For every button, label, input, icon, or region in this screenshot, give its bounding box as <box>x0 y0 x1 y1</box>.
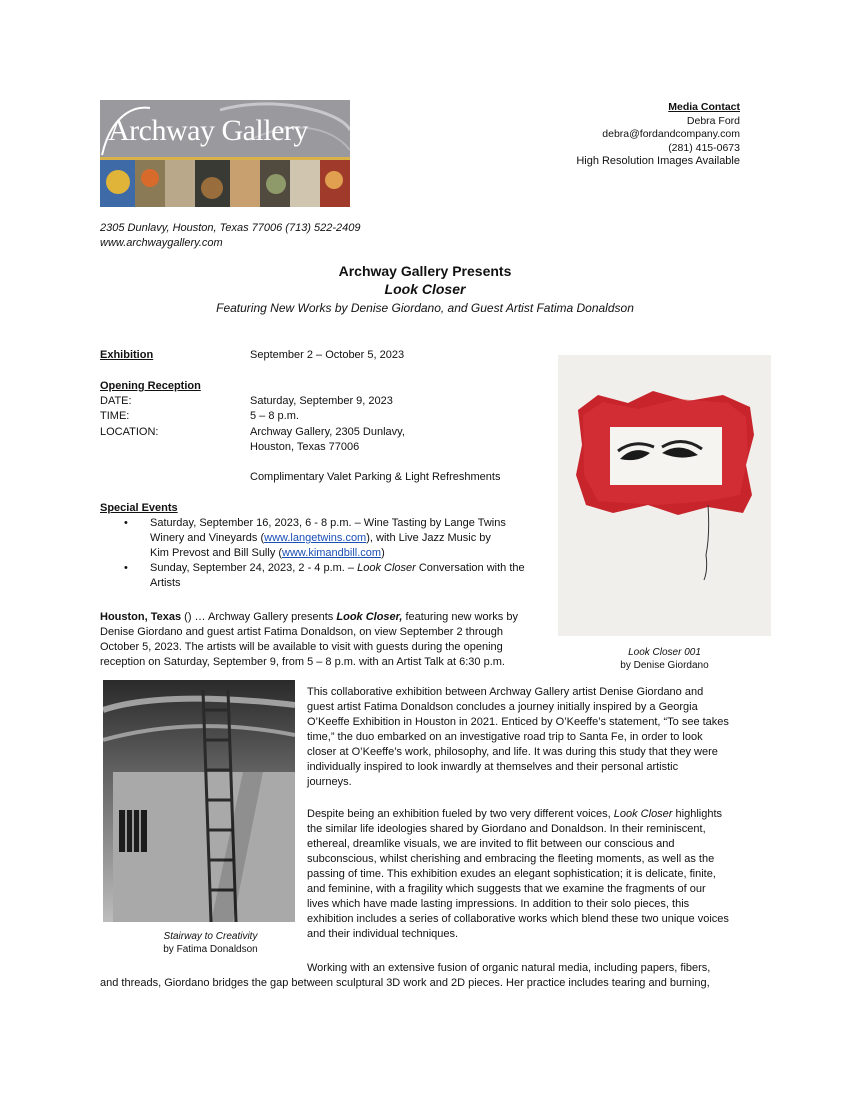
caption-artist: by Fatima Donaldson <box>163 944 258 955</box>
exhibition-title: Look Closer <box>384 281 466 297</box>
artwork-stairway-caption <box>103 930 318 956</box>
intro-line: October 5, 2023. The artists will be available to visit with guests during the opening <box>100 641 503 653</box>
exhibition-label: Exhibition <box>100 349 154 361</box>
collaboration-paragraph <box>307 685 757 790</box>
intro-text: () … Archway Gallery presents <box>181 611 337 623</box>
paragraph-line: lives which have made lasting impressions. In addition to their solo pieces, this <box>307 898 690 910</box>
address-line: 2305 Dunlavy, Houston, Texas 77006 (713) 522-2409 <box>100 222 361 234</box>
paragraph-line: the similar life ideologies shared by Giordano and Donaldson. In their reminiscent, <box>307 823 706 835</box>
paragraph-line: time,” the duo embarked on an investigative road trip to Santa Fe, in order to look <box>307 731 703 743</box>
paragraph-title: Look Closer <box>613 808 673 820</box>
reception-extras: Complimentary Valet Parking & Light Refreshments <box>250 471 501 483</box>
gallery-address <box>100 221 361 251</box>
event-item <box>100 561 560 591</box>
event-2-text: Conversation with the <box>415 562 525 574</box>
artwork-stairway-graphic <box>103 680 295 922</box>
paragraph-line: exhibition includes a series of collaborative works which blend these two unique voices <box>307 913 729 925</box>
caption-title: Stairway to Creativity <box>163 931 258 942</box>
date-label: DATE: <box>100 395 132 407</box>
intro-line: reception on Saturday, September 9, from 5 – 8 p.m. with an Artist Talk at 6:30 p.m. <box>100 656 505 668</box>
logo-text: Archway Gallery <box>108 114 308 147</box>
reception-location-line1: Archway Gallery, 2305 Dunlavy, <box>250 426 405 438</box>
intro-title: Look Closer, <box>336 611 403 623</box>
gallery-logo <box>100 100 350 207</box>
kimandbill-link[interactable]: www.kimandbill.com <box>282 547 382 559</box>
event-2-title: Look Closer <box>357 562 416 574</box>
exhibition-dates: September 2 – October 5, 2023 <box>250 349 405 361</box>
paragraph-line: Working with an extensive fusion of organic natural media, including papers, fibers, <box>307 962 711 974</box>
event-1-text: ), with Live Jazz Music by <box>366 532 491 544</box>
bullet-icon: • <box>124 562 128 574</box>
event-1-line1: Saturday, September 16, 2023, 6 - 8 p.m. – Wine Tasting by Lange Twins <box>150 517 506 529</box>
paragraph-line: subconscious, whilst cherishing and embracing the fleeting moments, as well as the <box>307 853 715 865</box>
ideologies-paragraph <box>307 807 757 942</box>
time-label: TIME: <box>100 410 130 422</box>
intro-line <box>100 610 550 625</box>
exhibition-subtitle: Featuring New Works by Denise Giordano, and Guest Artist Fatima Donaldson <box>216 301 634 315</box>
event-1-text: Winery and Vineyards ( <box>150 532 265 544</box>
caption-artist: by Denise Giordano <box>620 660 709 671</box>
dateline: Houston, Texas <box>100 611 182 623</box>
intro-paragraph <box>100 610 550 670</box>
paragraph-line: guest artist Fatima Donaldson concludes a journey initially inspired by a Georgia <box>307 701 698 713</box>
event-2-line1 <box>150 561 560 576</box>
event-2-line2: Artists <box>150 577 181 589</box>
contact-note: High Resolution Images Available <box>576 155 740 167</box>
event-1-text: ) <box>381 547 385 559</box>
contact-email[interactable]: debra@fordandcompany.com <box>602 128 740 140</box>
paragraph-line: passing of time. This exhibition exudes an elegant sophistication; it is delicate, finite, <box>307 868 716 880</box>
event-1-line2 <box>150 531 560 546</box>
paragraph-line: and threads, Giordano bridges the gap between sculptural 3D work and 2D pieces. Her practice includes tearing and burning, <box>100 977 710 989</box>
paragraph-line: and their individual techniques. <box>307 928 459 940</box>
opening-reception-heading: Opening Reception <box>100 380 201 392</box>
event-1-line3 <box>150 546 560 561</box>
bullet-icon: • <box>124 517 128 529</box>
intro-line: Denise Giordano and guest artist Fatima Donaldson, on view September 2 through <box>100 626 503 638</box>
paragraph-line: O’Keeffe Exhibition in Houston in 2021. Enticed by O’Keeffe’s statement, “To see takes <box>307 716 729 728</box>
intro-text: featuring new works by <box>402 611 518 623</box>
paragraph-line: individually inspired to look inwardly at themselves and their personal artistic <box>307 761 679 773</box>
special-events-heading: Special Events <box>100 502 178 514</box>
paragraph-line <box>307 807 757 822</box>
presents-line: Archway Gallery Presents <box>338 263 512 279</box>
event-item <box>100 516 560 561</box>
paragraph-line: journeys. <box>307 776 352 788</box>
media-contact-block <box>576 101 740 169</box>
event-1-text: Kim Prevost and Bill Sully ( <box>150 547 283 559</box>
artwork-stairway-image <box>103 680 295 922</box>
paragraph-line: closer at O’Keeffe’s work, philosophy, and life. It was during this study that they were <box>307 746 718 758</box>
reception-time: 5 – 8 p.m. <box>250 410 299 422</box>
contact-phone: (281) 415-0673 <box>668 141 740 154</box>
logo-collage-strip <box>100 160 350 207</box>
press-headline <box>0 262 850 317</box>
artwork-look-closer-caption <box>558 646 771 672</box>
event-2-text: Sunday, September 24, 2023, 2 - 4 p.m. – <box>150 562 358 574</box>
location-label: LOCATION: <box>100 426 159 438</box>
paragraph-text: Despite being an exhibition fueled by two very different voices, <box>307 808 614 820</box>
paragraph-text: highlights <box>672 808 723 820</box>
contact-name: Debra Ford <box>686 114 740 127</box>
reception-location-line2: Houston, Texas 77006 <box>250 441 360 453</box>
website-line[interactable]: www.archwaygallery.com <box>100 237 223 249</box>
special-events-list <box>100 516 560 591</box>
caption-title: Look Closer 001 <box>628 647 701 658</box>
langetwins-link[interactable]: www.langetwins.com <box>264 532 367 544</box>
media-contact-heading: Media Contact <box>668 101 740 113</box>
paragraph-line: and feminine, with a fragility which suggests that we examine the fragments of our <box>307 883 706 895</box>
artwork-look-closer-image <box>558 355 771 636</box>
reception-date: Saturday, September 9, 2023 <box>250 395 393 407</box>
paragraph-line: This collaborative exhibition between Archway Gallery artist Denise Giordano and <box>307 686 704 698</box>
artwork-look-closer-graphic <box>558 355 771 636</box>
paragraph-line: ethereal, dreamlike visuals, we are invited to flit between our conscious and <box>307 838 675 850</box>
